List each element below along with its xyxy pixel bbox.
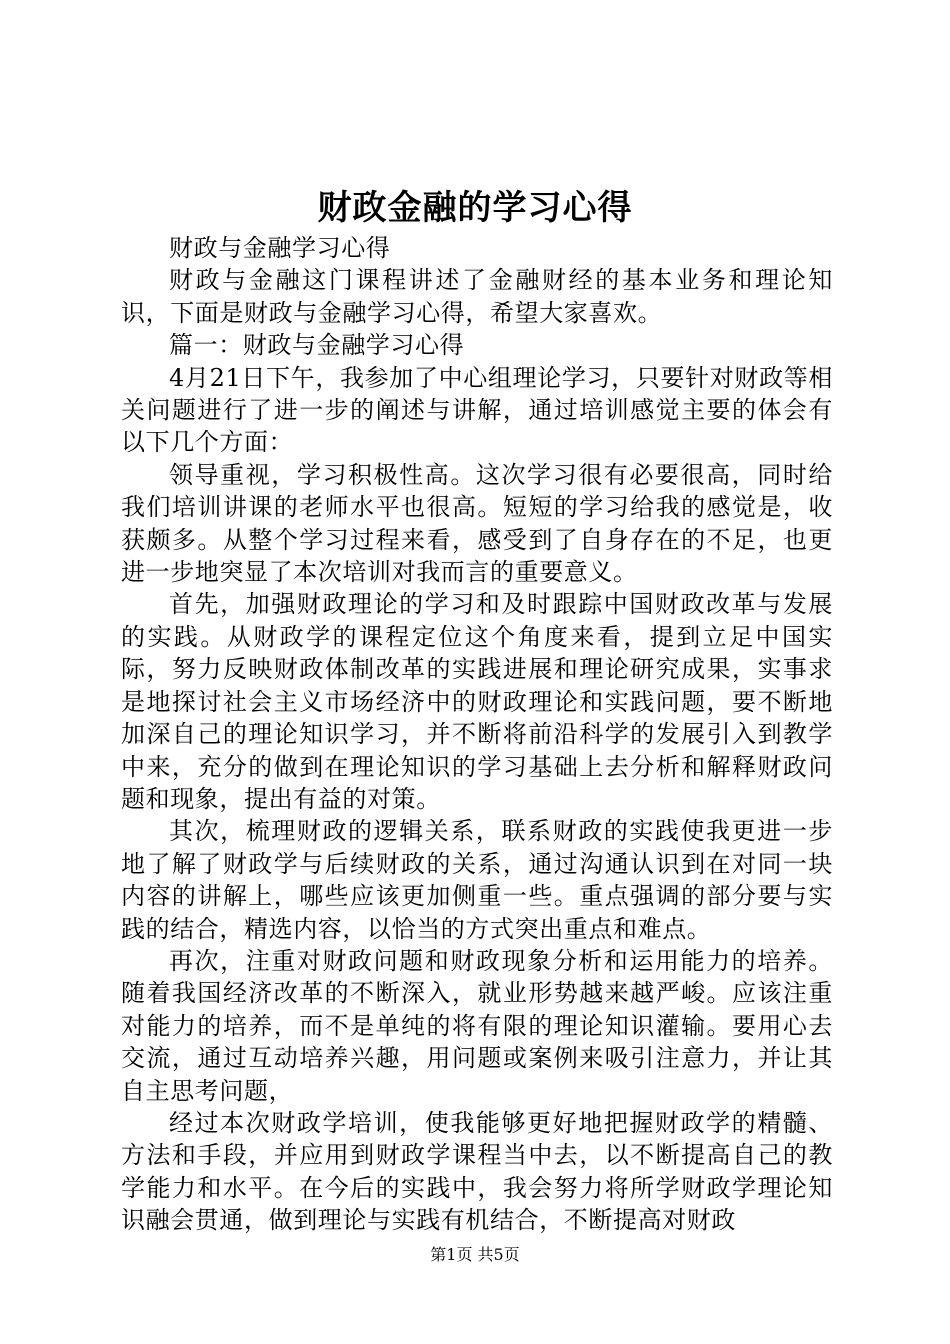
- paragraph-third: 再次，注重对财政问题和财政现象分析和运用能力的培养。随着我国经济改革的不断深入，就业形势越来越严峻。应该注重对能力的培养，而不是单纯的将有限的理论知识灌输。要用心去交流，通过互动培养兴趣，用问题或案例来吸引注意力，并让其自主思考问题，: [121, 946, 833, 1105]
- paragraph-conclusion: 经过本次财政学培训，使我能够更好地把握财政学的精髓、方法和手段，并应用到财政学课程当中去，以不断提高自己的教学能力和水平。在今后的实践中，我会努力将所学财政学理论知识融会贯通，做到理论与实践有机结合，不断提高对财政: [121, 1108, 833, 1235]
- document-body: [121, 232, 833, 1237]
- paragraph-leadership: 领导重视，学习积极性高。这次学习很有必要很高，同时给我们培训讲课的老师水平也很高。短短的学习给我的感觉是，收获颇多。从整个学习过程来看，感受到了自身存在的不足，也更进一步地突显了本次培训对我而言的重要意义。: [121, 460, 833, 587]
- paragraph-intro: 财政与金融这门课程讲述了金融财经的基本业务和理论知识，下面是财政与金融学习心得，希望大家喜欢。: [121, 266, 833, 327]
- paragraph-subtitle: 财政与金融学习心得: [169, 234, 391, 262]
- page-number-footer: 第1页 共5页: [430, 1245, 520, 1264]
- paragraph-section-heading: 篇一：财政与金融学习心得: [169, 331, 465, 360]
- document-title: 财政金融的学习心得: [317, 188, 633, 228]
- paragraph-second: 其次，梳理财政的逻辑关系，联系财政的实践使我更进一步地了解了财政学与后续财政的关系，通过沟通认识到在对同一块内容的讲解上，哪些应该更加侧重一些。重点强调的部分要与实践的结合，精选内容，以恰当的方式突出重点和难点。: [121, 817, 833, 943]
- paragraph-date: 4月21日下午，我参加了中心组理论学习，只要针对财政等相关问题进行了进一步的阐述与讲解，通过培训感觉主要的体会有以下几个方面：: [121, 363, 833, 457]
- paragraph-first: 首先，加强财政理论的学习和及时跟踪中国财政改革与发展的实践。从财政学的课程定位这个角度来看，提到立足中国实际，努力反映财政体制改革的实践进展和理论研究成果，实事求是地探讨社会主义市场经济中的财政理论和实践问题，要不断地加深自己的理论知识学习，并不断将前沿科学的发展引入到教学中来，充分的做到在理论知识的学习基础上去分析和解释财政问题和现象，提出有益的对策。: [121, 590, 833, 813]
